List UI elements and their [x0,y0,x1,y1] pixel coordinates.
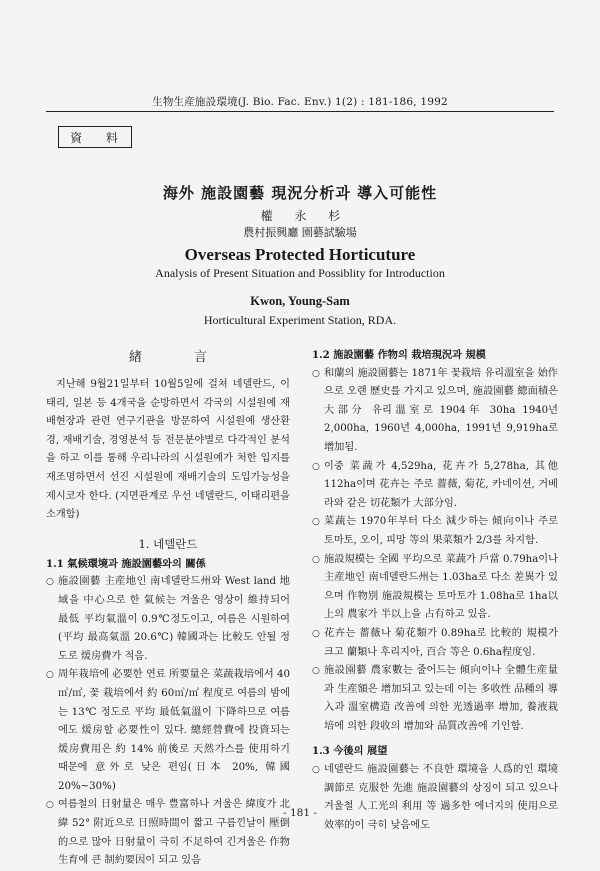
bullet-item: ○ 和蘭의 施設園藝는 1871年 꽃栽培 유리溫室을 始作으로 오랜 歷史를 가지고 있으며, 施設園藝 總面積은 大部分 유리溫室로 1904年 30ha 1940년 2,000ha, 1960년 4,000ha, 1991년 9,919ha로 增加됨. [312,365,558,458]
affiliation-english: Horticultural Experiment Station, RDA. [203,313,397,327]
bullet-item: ○ 施設園藝 主産地인 南네델란드州와 West land 地域을 中心으로 한 氣候는 겨울은 영상이 維持되어 最低 平均氣溫이 0.9℃정도이고, 여름은 시원하여(平均 最高氣溫 20.6℃) 韓國과는 比較도 안될 정도로 煖房費가 적음. [46,573,290,666]
right-column [312,346,558,835]
header-rule [46,111,554,112]
bullet-item: ○ 이중 菜蔬가 4,529ha, 花卉가 5,278ha, 其他 112ha이며 花卉는 주로 薔薇, 菊花, 카네이션, 거베라와 같은 切花類가 大部分임. [312,458,558,514]
bullet-item: ○ 菜蔬는 1970年부터 다소 減少하는 傾向이나 주로 토마토, 오이, 피망 等의 果菜類가 2/3를 차지함. [312,513,558,550]
bullet-item: ○ 周年栽培에 必要한 연료 所要量은 菜蔬栽培에서 40㎥/㎡, 꽃 栽培에서 約 60㎥/㎡ 程度로 여름의 밤에는 13℃ 정도로 平均 最低氣溫이 下降하므로 여름에도 煖房할 必要性이 있다. 總經營費에 投資되는 煖房費用은 約 14% 前後로 天然가스를 使用하기 때문에 意外로 낮은 편임(日本 20%, 韓國 20%~30%) [46,666,290,796]
subsection-heading-1-1: 1.1 氣候環境과 施設園藝와의 關係 [46,557,206,570]
affiliation-korean: 農村振興廳 園藝試驗場 [243,226,357,239]
left-column [46,346,290,871]
section-label-box: 資 料 [58,126,132,148]
bullet-item: ○ 施設園藝 農家數는 줄어드는 傾向이나 全體生産量과 生産額은 增加되고 있는데 이는 多收性 品種의 導入과 溫室構造 改善에 의한 光透過率 增加, 養液栽培에 의한 段收의 增加와 品質改善에 기인함. [312,662,558,736]
section-heading-netherlands: 1. 네델란드 [138,536,198,551]
intro-paragraph: 지난해 9월21일부터 10월5일에 걸쳐 네델란드, 이태리, 일본 등 4개국을 순방하면서 각국의 시설원예 재배현장과 관련 연구기관을 방문하여 시설원예 생산환경, 재배기술, 경영분석 등 전문분야별로 다각적인 분석을 하고 이를 통해 우리나라의 시설원예가 처한 입지를 재조명하면서 선진 시설원예 재배기술의 도입가능성을 제시코자 한다. (지면관계로 우선 네델란드, 이태리편을 소개함) [46,379,290,521]
bullet-item: ○ 花卉는 薔薇나 菊花類가 0.89ha로 比較的 規模가 크고 蘭類나 후리지아, 百合 等은 0.6ha程度임. [312,625,558,662]
subsection-heading-1-3: 1.3 今後의 展望 [312,745,388,758]
subsection-heading-1-2: 1.2 施設園藝 作物의 栽培現況과 規模 [312,349,486,361]
bullet-item: ○ 施設規模는 全國 平均으로 菜蔬가 戶當 0.79ha이나 主産地인 南네델란드州는 1.03ha로 다소 差異가 있으며 作物別 施設規模는 토마토가 1.08ha로 1ha以上의 農家가 半以上을 占有하고 있음. [312,551,558,625]
title-korean: 海外 施設園藝 現況分析과 導入可能性 [162,184,438,202]
page-number: - 181 - [283,807,317,819]
subtitle-english: Analysis of Present Situation and Possiblity for Introduction [155,266,445,280]
title-english: Overseas Protected Horticuture [184,245,416,264]
author-korean: 權 永 杉 [260,209,350,223]
author-english: Kwon, Young-Sam [250,294,350,308]
intro-heading: 緖 言 [128,350,232,365]
bullet-item: ○ 네델란드 施設園藝는 不良한 環境을 人爲的인 環境調節로 克服한 先進 施設園藝의 상징이 되고 있으나 겨울철 人工光의 利用 等 過多한 에너지의 使用으로 效率的이 극히 낮음에도 [312,761,558,835]
journal-header: 生物生産施設環境(J. Bio. Fac. Env.) 1(2) : 181-186, 1992 [152,96,448,108]
bullet-item: ○ 여름철의 日射量은 매우 豊富하나 겨울은 緯度가 北緯 52° 附近으로 日照時間이 짧고 구름낀날이 壓倒的으로 많아 日射量이 극히 不足하여 긴겨울은 作物生育에 큰 制約要因이 되고 있음 [46,796,290,870]
